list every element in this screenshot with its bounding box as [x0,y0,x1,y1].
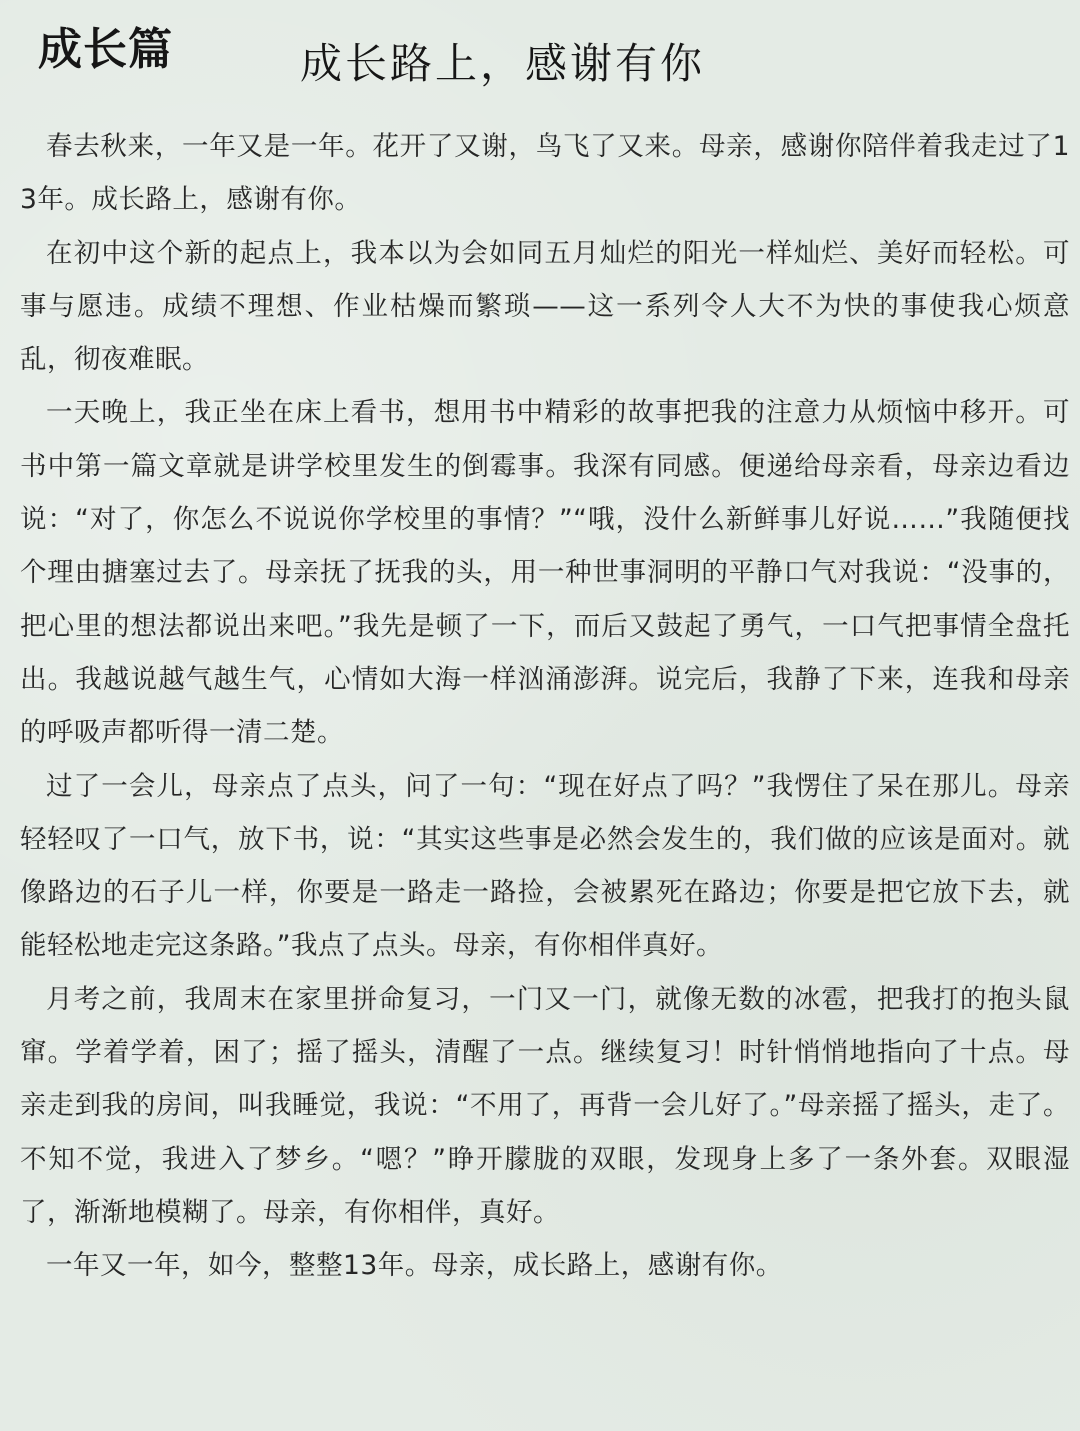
paragraph-4: 过了一会儿，母亲点了点头，问了一句：“现在好点了吗？”我愣住了呆在那儿。母亲轻轻叹了一口气，放下书，说：“其实这些事是必然会发生的，我们做的应该是面对。就像路边的石子儿一样，你要是一路走一路捡，会被累死在路边；你要是把它放下去，就能轻松地走完这条路。”我点了点头。母亲，有你相伴真好。 [20,770,1070,962]
paragraph-2: 在初中这个新的起点上，我本以为会如同五月灿烂的阳光一样灿烂、美好而轻松。可事与愿违。成绩不理想、作业枯燥而繁琐——这一系列令人大不为快的事使我心烦意乱，彻夜难眠。 [20,237,1070,376]
paragraph-6: 一年又一年，如今，整整13年。母亲，成长路上，感谢有你。 [46,1250,783,1282]
essay-body [20,120,1070,1293]
paragraph-5: 月考之前，我周末在家里拼命复习，一门又一门，就像无数的冰雹，把我打的抱头鼠窜。学着学着，困了；摇了摇头，清醒了一点。继续复习！时针悄悄地指向了十点。母亲走到我的房间，叫我睡觉，我说：“不用了，再背一会儿好了。”母亲摇了摇头，走了。不知不觉，我进入了梦乡。“嗯？”睁开朦胧的双眼，发现身上多了一条外套。双眼湿了，渐渐地模糊了。母亲，有你相伴，真好。 [20,983,1070,1228]
paragraph-3: 一天晚上，我正坐在床上看书，想用书中精彩的故事把我的注意力从烦恼中移开。可书中第一篇文章就是讲学校里发生的倒霉事。我深有同感。便递给母亲看，母亲边看边说：“对了，你怎么不说说你学校里的事情？”“哦，没什么新鲜事儿好说……”我随便找个理由搪塞过去了。母亲抚了抚我的头，用一种世事洞明的平静口气对我说：“没事的，把心里的想法都说出来吧。”我先是顿了一下，而后又鼓起了勇气，一口气把事情全盘托出。我越说越气越生气，心情如大海一样汹涌澎湃。说完后，我静了下来，连我和母亲的呼吸声都听得一清二楚。 [20,397,1070,749]
essay-title: 成长路上，感谢有你 [300,39,706,88]
paragraph-1: 春去秋来，一年又是一年。花开了又谢，鸟飞了又来。母亲，感谢你陪伴着我走过了13年。成长路上，感谢有你。 [20,131,1070,216]
section-label: 成长篇 [38,24,173,75]
